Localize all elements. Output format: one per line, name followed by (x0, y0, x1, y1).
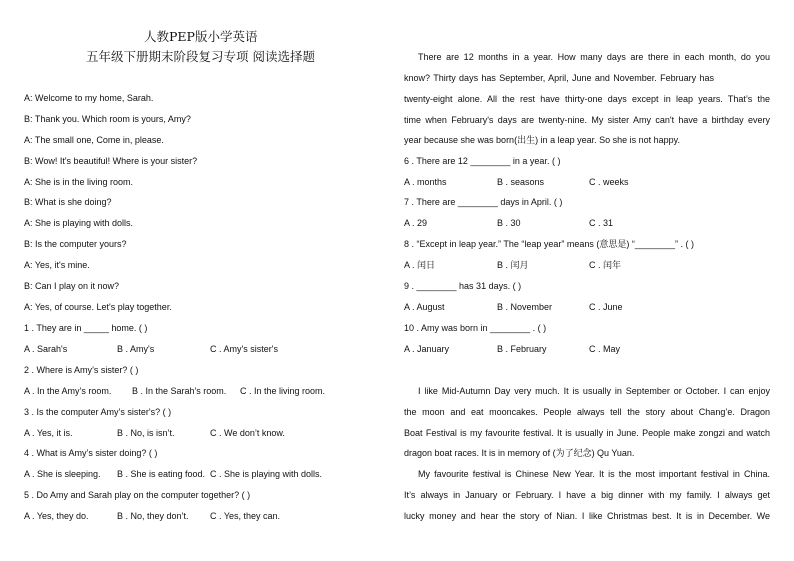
question-5: 5 . Do Amy and Sarah play on the computer together? ( ) (24, 490, 251, 500)
option-b: B . She is eating food. (117, 469, 206, 479)
passage-line: lucky money and hear the story of Nian. I like Christmas best. It is in December. We (404, 511, 770, 521)
dialogue-line: A: She is in the living room. (24, 177, 134, 187)
option-a: A . Yes, they do. (24, 511, 89, 521)
option-b: B . Amy's (117, 344, 155, 354)
option-c: C . 闰年 (589, 260, 622, 270)
question-4: 4 . What is Amy’s sister doing? ( ) (24, 448, 158, 458)
dialogue-line: B: Can I play on it now? (24, 281, 120, 291)
dialogue-line: B: Is the computer yours? (24, 239, 127, 249)
option-b: B . 闰月 (497, 260, 529, 270)
passage-line: the moon and eat mooncakes. People always tell the story about Chang’e. Dragon (404, 407, 770, 417)
dialogue-line: A: The small one, Come in, please. (24, 135, 164, 145)
option-c: C . She is playing with dolls. (210, 469, 323, 479)
option-b: B . February (497, 344, 547, 354)
option-a: A . August (404, 302, 445, 312)
option-b: B . seasons (497, 177, 545, 187)
dialogue-line: B: Thank you. Which room is yours, Amy? (24, 114, 191, 124)
question-9: 9 . ________ has 31 days. ( ) (404, 281, 522, 291)
option-b: B . No, they don’t. (117, 511, 189, 521)
question-7: 7 . There are ________ days in April. ( ) (404, 197, 563, 207)
dialogue-line: A: Yes, of course. Let's play together. (24, 302, 172, 312)
option-c: C . Amy's sister's (210, 344, 278, 354)
option-a: A . 闰日 (404, 260, 436, 270)
passage-line: There are 12 months in a year. How many days are there in each month, do you (418, 52, 770, 62)
question-1: 1 . They are in _____ home. ( ) (24, 323, 148, 333)
passage-line: I like Mid-Autumn Day very much. It is usually in September or October. I can enjoy (418, 386, 770, 396)
option-a: A . Sarah's (24, 344, 68, 354)
option-b: B . In the Sarah's room. (132, 386, 227, 396)
option-a: A . months (404, 177, 447, 187)
option-c: C . May (589, 344, 621, 354)
passage-line: time when February's days are twenty-nine. My sister Amy can't have a birthday every (404, 115, 770, 125)
option-c: C . June (589, 302, 623, 312)
option-a: A . Yes, it is. (24, 428, 73, 438)
option-a: A . In the Amy’s room. (24, 386, 112, 396)
dialogue-line: A: She is playing with dolls. (24, 218, 134, 228)
passage-line: Boat Festival is my favourite festival. It is usually in June. People make zongzi and watch (404, 428, 770, 438)
dialogue-line: A: Welcome to my home, Sarah. (24, 93, 154, 103)
question-8: 8 . “Except in leap year.” The “leap year” means (意思是) “________” . ( ) (404, 239, 694, 249)
question-3: 3 . Is the computer Amy’s sister's? ( ) (24, 407, 172, 417)
passage-line: twenty-eight alone. All the rest have thirty-one days except in leap years. That’s the (404, 94, 770, 104)
option-b: B . No, is isn’t. (117, 428, 175, 438)
page-subtitle: 五年级下册期末阶段复习专项 阅读选择题 (86, 49, 315, 64)
dialogue-line: B: Wow! It's beautiful! Where is your sister? (24, 156, 198, 166)
passage-line: year because she was born(出生) in a leap year. So she is not happy. (404, 135, 680, 145)
question-2: 2 . Where is Amy’s sister? ( ) (24, 365, 139, 375)
dialogue-line: A: Yes, it's mine. (24, 260, 90, 270)
dialogue-line: B: What is she doing? (24, 197, 112, 207)
passage-line: know? Thirty days has September, April, June and November. February has (404, 73, 714, 83)
page-title: 人教PEP版小学英语 (144, 29, 258, 44)
option-b: B . 30 (497, 218, 521, 228)
option-c: C . In the living room. (240, 386, 326, 396)
passage-line: It’s always in January or February. I have a big dinner with my family. I always get (404, 490, 770, 500)
passage-line: dragon boat races. It is in memory of (为了纪念) Qu Yuan. (404, 448, 635, 458)
option-c: C . weeks (589, 177, 629, 187)
question-6: 6 . There are 12 ________ in a year. ( ) (404, 156, 561, 166)
option-a: A . 29 (404, 218, 428, 228)
option-b: B . November (497, 302, 553, 312)
passage-line: My favourite festival is Chinese New Year. It is the most important festival in China. (418, 469, 770, 479)
option-a: A . She is sleeping. (24, 469, 101, 479)
question-10: 10 . Amy was born in ________ . ( ) (404, 323, 547, 333)
option-a: A . January (404, 344, 450, 354)
option-c: C . Yes, they can. (210, 511, 281, 521)
option-c: C . 31 (589, 218, 614, 228)
option-c: C . We don’t know. (210, 428, 285, 438)
